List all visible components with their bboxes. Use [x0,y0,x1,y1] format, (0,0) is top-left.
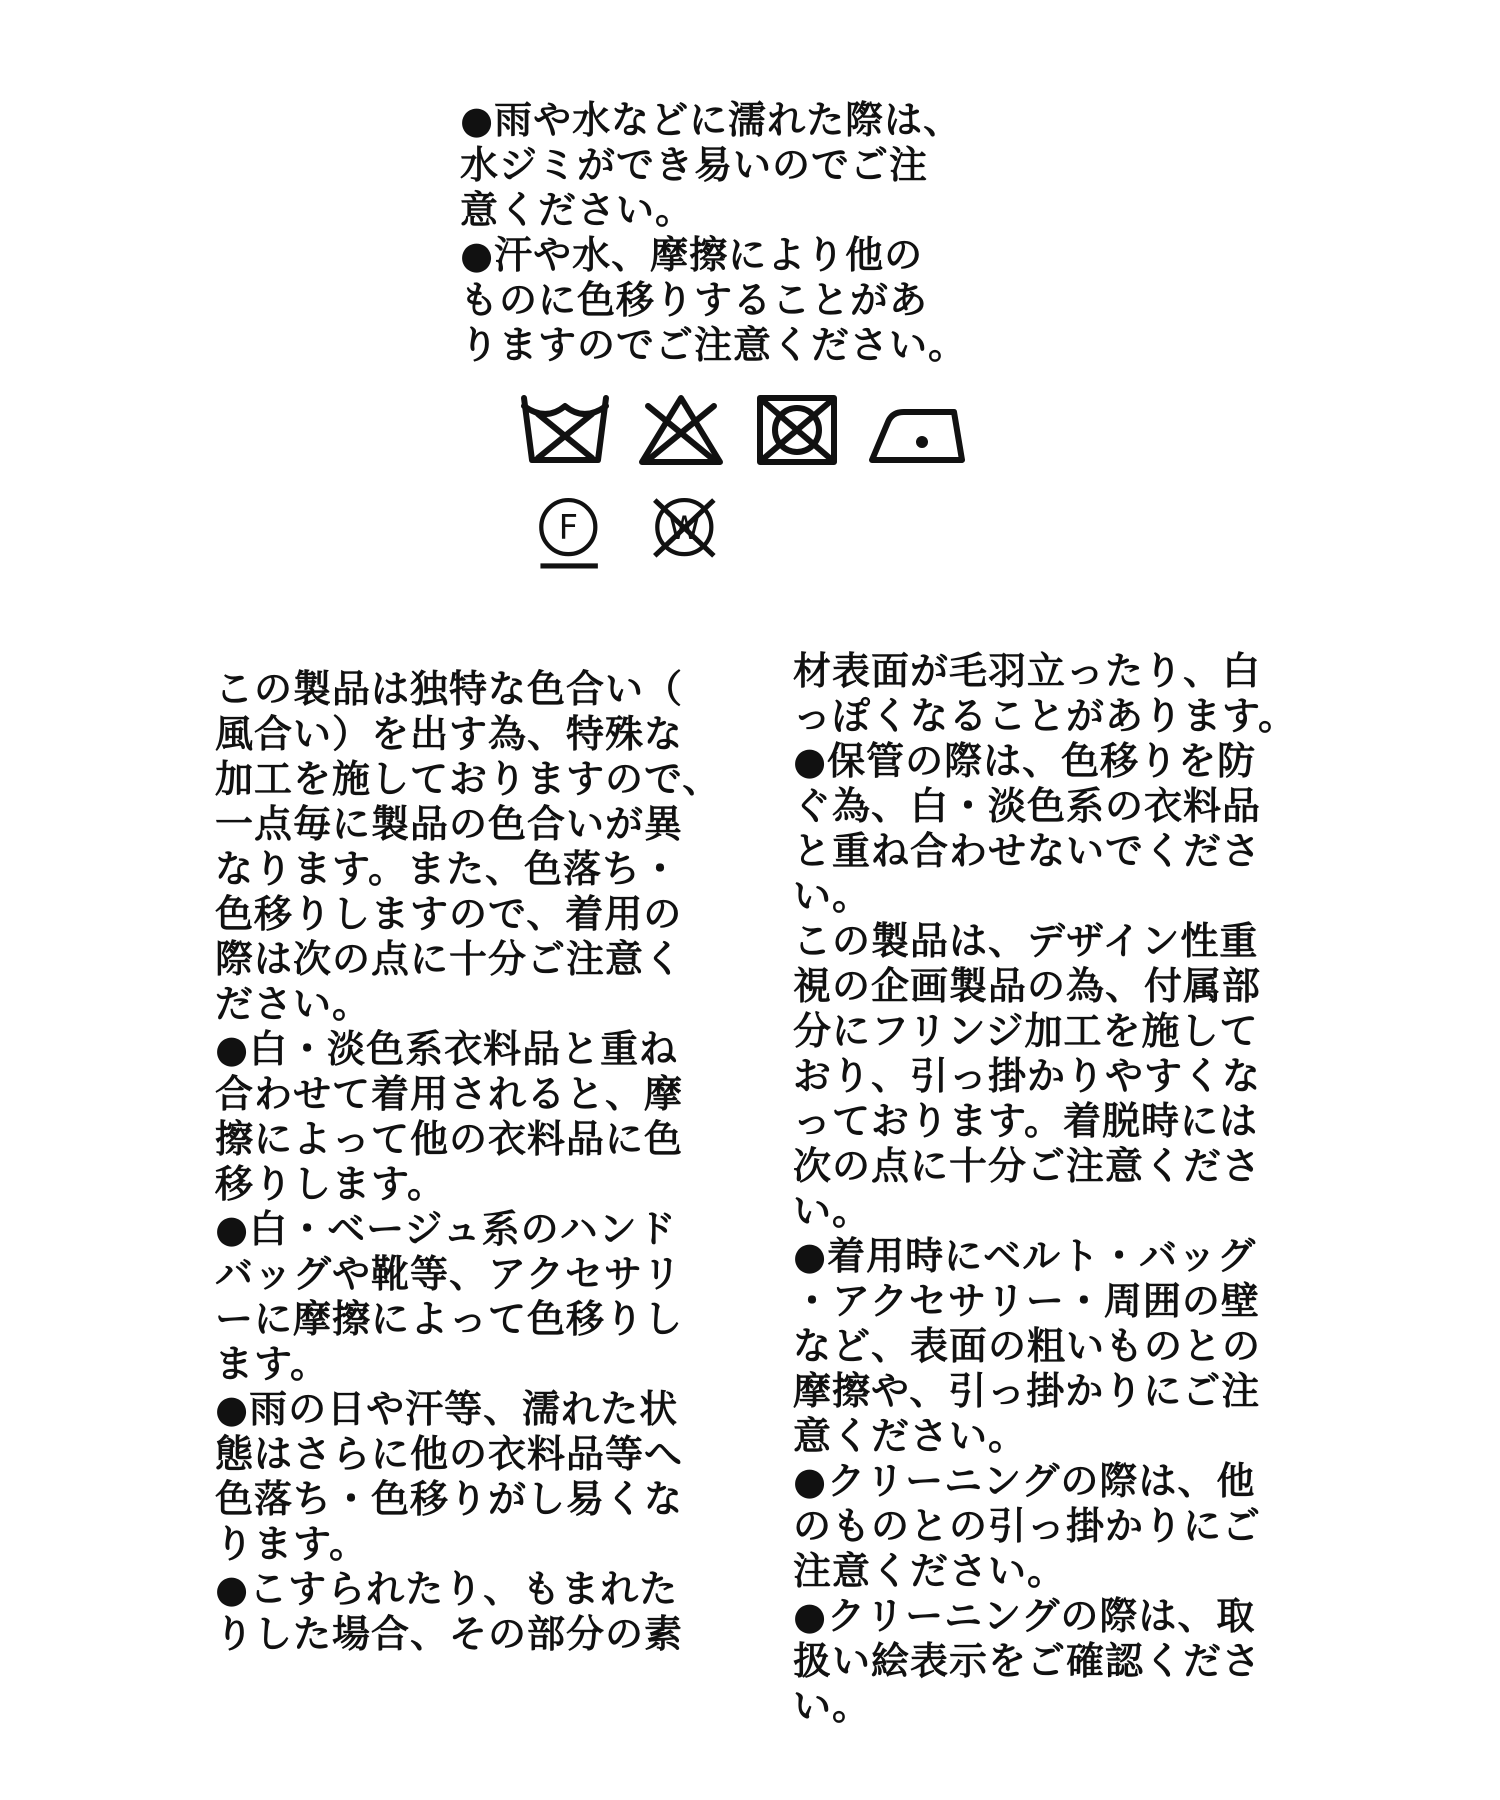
dry-clean-f-icon [525,495,615,571]
care-symbols-row-2 [525,495,731,571]
right-care-column: 材表面が毛羽立ったり、白 っぽくなることがあります。 ●保管の際は、色移りを防 ぐ為、白・淡色系の衣料品 と重ね合わせないでくださ い。 この製品は、デザイン性重 視の企画製品の為、付属部 分にフリンジ加工を施して おり、引っ掛かりやすくな っております。着脱時には 次の点に十分ご注意くださ い。 ●着用時にベルト・バッグ ・アクセサリー・周囲の壁 など、表面の粗いものとの 摩擦や、引っ掛かりにご注 意ください。 ●クリーニングの際は、他 のものとの引っ掛かりにご 注意ください。 ●クリーニングの際は、取 扱い絵表示をご確認くださ い。 [793,649,1297,1728]
top-care-notice: ●雨や水などに濡れた際は、 水ジミができ易いのでご注 意ください。 ●汗や水、摩擦により他の ものに色移りすることがあ りますのでご注意ください。 [460,98,968,367]
left-care-column: この製品は独特な色合い（ 風合い）を出す為、特殊な 加工を施しておりますので、 一点毎に製品の色合いが異 なります。また、色落ち・ 色移りしますので、着用の 際は次の点に十分ご注意く ださい。 ●白・淡色系衣料品と重ね 合わせて着用されると、摩 擦によって他の衣料品に色 移りします。 ●白・ベージュ系のハンド バッグや靴等、アクセサリ ーに摩擦によって色移りし ます。 ●雨の日や汗等、濡れた状 態はさらに他の衣料品等へ 色落ち・色移りがし易くな ります。 ●こすられたり、もまれた りした場合、その部分の素 [215,667,722,1656]
iron-low-temperature-icon [868,392,968,468]
hand-wash-icon [520,392,610,468]
wet-clean-letter: W [668,508,701,547]
no-wet-clean-icon [641,495,731,571]
no-bleach-icon [636,392,726,468]
care-symbols-row-1 [520,392,968,468]
no-tumble-dry-icon [752,392,842,468]
dry-clean-letter: F [558,507,579,547]
